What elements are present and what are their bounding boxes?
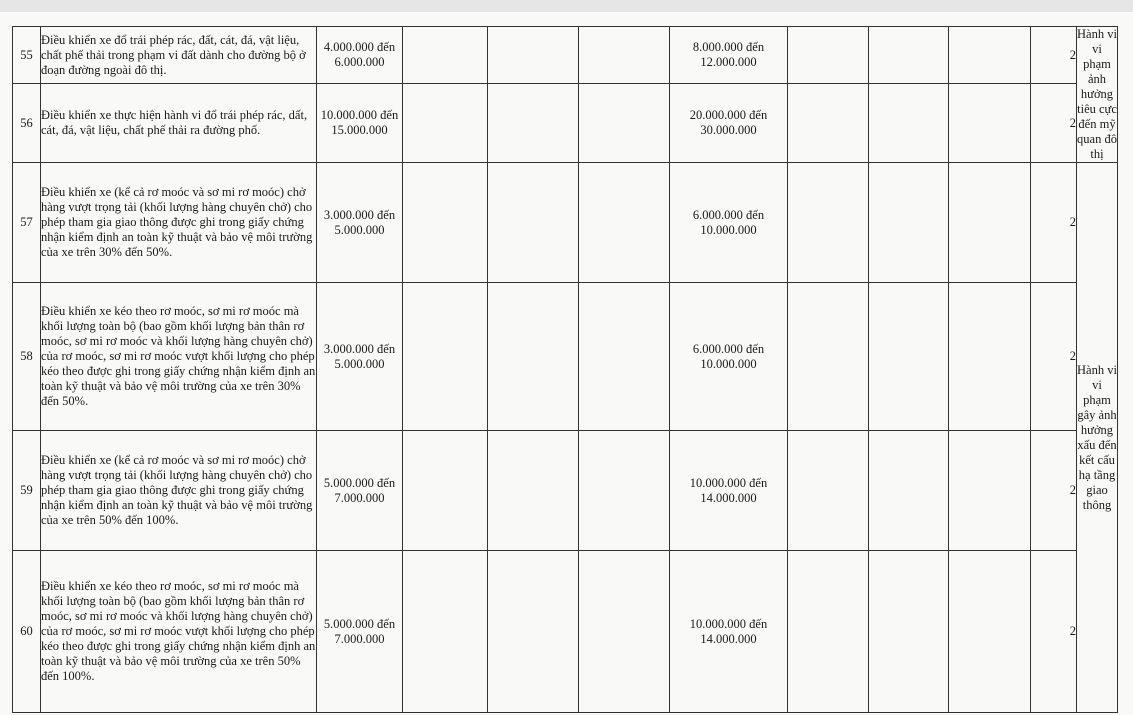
empty-cell: [403, 431, 488, 551]
new-fine: 20.000.000 đến 30.000.000: [670, 84, 788, 163]
old-fine: 5.000.000 đến 7.000.000: [317, 551, 403, 713]
empty-cell: [403, 84, 488, 163]
empty-cell: [949, 551, 1031, 713]
empty-cell: [488, 431, 579, 551]
empty-cell: [869, 163, 949, 283]
new-fine: 10.000.000 đến 14.000.000: [670, 551, 788, 713]
violation-description: Điều khiển xe kéo theo rơ moóc, sơ mi rơ moóc mà khối lượng toàn bộ (bao gồm khối lượng bản thân rơ moóc, sơ mi rơ moóc và khối lượng hàng chuyên chở) của rơ moóc, sơ mi rơ moóc vượt khối lượng cho phép kéo theo được ghi trong giấy chứng nhận kiểm định an toàn kỹ thuật và bảo vệ môi trường của xe trên 50% đến 100%.: [41, 551, 317, 713]
table-row: [13, 27, 1118, 84]
empty-cell: [579, 551, 670, 713]
table-row: [13, 283, 1118, 431]
empty-cell: [869, 283, 949, 431]
document-page: [0, 12, 1133, 715]
violation-description: Điều khiển xe (kể cả rơ moóc và sơ mi rơ moóc) chở hàng vượt trọng tải (khối lượng hàng chuyên chở) cho phép tham gia giao thông được ghi trong giấy chứng nhận kiểm định an toàn kỹ thuật và bảo vệ môi trường của xe trên 30% đến 50%.: [41, 163, 317, 283]
old-fine: 5.000.000 đến 7.000.000: [317, 431, 403, 551]
violation-group: Hành vi vi phạm ảnh hưởng tiêu cực đến mỹ quan đô thị: [1077, 27, 1117, 161]
deducted-points: 2: [1031, 283, 1077, 431]
row-number: 57: [13, 163, 41, 283]
empty-cell: [869, 551, 949, 713]
old-fine: 10.000.000 đến 15.000.000: [317, 84, 403, 163]
empty-cell: [403, 283, 488, 431]
violation-description: Điều khiển xe đổ trái phép rác, đất, cát, đá, vật liệu, chất phế thải trong phạm vi đất dành cho đường bộ ở đoạn đường ngoài đô thị.: [41, 27, 317, 84]
empty-cell: [788, 27, 869, 84]
old-fine: 4.000.000 đến 6.000.000: [317, 27, 403, 84]
deducted-points: 2: [1031, 551, 1077, 713]
violation-group: Hành vi vi phạm gây ảnh hưởng xấu đến kết cấu hạ tầng giao thông: [1077, 163, 1118, 713]
empty-cell: [403, 27, 488, 84]
empty-cell: [949, 431, 1031, 551]
empty-cell: [949, 27, 1031, 84]
empty-cell: [488, 163, 579, 283]
deducted-points: 2: [1031, 163, 1077, 283]
empty-cell: [949, 163, 1031, 283]
old-fine: 3.000.000 đến 5.000.000: [317, 283, 403, 431]
fines-table: [12, 26, 1118, 713]
empty-cell: [869, 431, 949, 551]
empty-cell: [579, 431, 670, 551]
table-row: [13, 84, 1118, 163]
row-number: 56: [13, 84, 41, 163]
old-fine: 3.000.000 đến 5.000.000: [317, 163, 403, 283]
top-band: [0, 0, 1133, 12]
row-number: 59: [13, 431, 41, 551]
empty-cell: [403, 163, 488, 283]
violation-description: Điều khiển xe kéo theo rơ moóc, sơ mi rơ moóc mà khối lượng toàn bộ (bao gồm khối lượng bản thân rơ moóc, sơ mi rơ moóc và khối lượng hàng chuyên chở) của rơ moóc, sơ mi rơ moóc vượt khối lượng cho phép kéo theo được ghi trong giấy chứng nhận kiểm định an toàn kỹ thuật và bảo vệ môi trường của xe trên 30% đến 50%.: [41, 283, 317, 431]
table-row: [13, 163, 1118, 283]
empty-cell: [788, 551, 869, 713]
empty-cell: [788, 283, 869, 431]
empty-cell: [488, 551, 579, 713]
empty-cell: [788, 163, 869, 283]
new-fine: 10.000.000 đến 14.000.000: [670, 431, 788, 551]
deducted-points: 2: [1031, 84, 1077, 163]
empty-cell: [949, 283, 1031, 431]
row-number: 60: [13, 551, 41, 713]
row-number: 55: [13, 27, 41, 84]
deducted-points: 2: [1031, 431, 1077, 551]
empty-cell: [788, 431, 869, 551]
row-number: 58: [13, 283, 41, 431]
deducted-points: 2: [1031, 27, 1077, 84]
new-fine: 6.000.000 đến 10.000.000: [670, 163, 788, 283]
empty-cell: [869, 84, 949, 163]
new-fine: 6.000.000 đến 10.000.000: [670, 283, 788, 431]
violation-description: Điều khiển xe (kể cả rơ moóc và sơ mi rơ moóc) chở hàng vượt trọng tải (khối lượng hàng chuyên chở) cho phép tham gia giao thông được ghi trong giấy chứng nhận kiểm định an toàn kỹ thuật và bảo vệ môi trường của xe trên 50% đến 100%.: [41, 431, 317, 551]
empty-cell: [488, 27, 579, 84]
new-fine: 8.000.000 đến 12.000.000: [670, 27, 788, 84]
empty-cell: [488, 283, 579, 431]
violation-description: Điều khiển xe thực hiện hành vi đổ trái phép rác, dất, cát, đá, vật liệu, chất phế thải ra đường phố.: [41, 84, 317, 163]
empty-cell: [788, 84, 869, 163]
empty-cell: [403, 551, 488, 713]
empty-cell: [579, 283, 670, 431]
table-row: [13, 431, 1118, 551]
empty-cell: [579, 27, 670, 84]
empty-cell: [579, 84, 670, 163]
empty-cell: [488, 84, 579, 163]
table-row: [13, 551, 1118, 713]
empty-cell: [579, 163, 670, 283]
empty-cell: [949, 84, 1031, 163]
empty-cell: [869, 27, 949, 84]
